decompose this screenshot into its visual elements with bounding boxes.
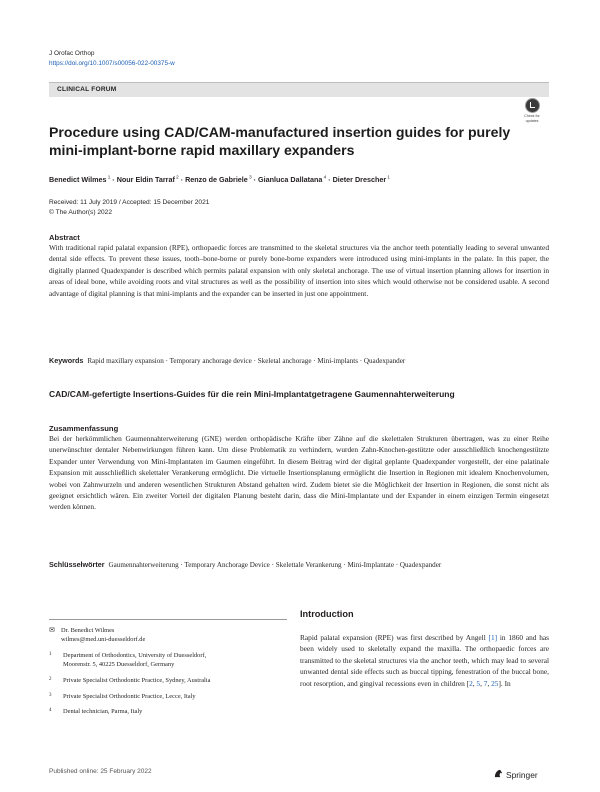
author-separator: · <box>326 175 333 185</box>
affiliation-line: Moorenstr. 5, 40225 Duesseldorf, Germany <box>63 660 175 668</box>
check-updates-label-1: Check for <box>524 114 540 118</box>
affiliation-line: Private Specialist Orthodontic Practice, Lecce, Italy <box>63 692 196 700</box>
affiliation-line: Dental technician, Parma, Italy <box>63 708 143 716</box>
author-separator: · <box>178 175 186 185</box>
intro-text-segment: , <box>480 678 484 688</box>
keywords-label: Keywords <box>49 356 84 365</box>
article-title: Procedure using CAD/CAM-manufactured insertion guides for purely mini-implant-borne rapid maxillary expanders <box>49 124 511 158</box>
author-separator: · <box>251 175 259 185</box>
affiliation-line: Private Specialist Orthodontic Practice, Sydney, Australia <box>63 676 211 684</box>
check-updates-icon <box>525 98 540 113</box>
author-name: Renzo de Gabriele $^3$ <box>185 175 252 185</box>
section-label: CLINICAL FORUM <box>57 86 117 93</box>
abstract-text: With traditional rapid palatal expansion (RPE), orthopaedic forces are transmitted to the skeletal structures via the anchor teeth potentially leading to several unwanted dental side effects. To prevent these issues, tooth–bone-borne or purely bone-borne expanders were introduced using mini-implants in the palate. In this paper, the digitally planned Quadexpander is described which permits palatal expansion with only skeletal anchorage. The use of virtual insertion planning allows for insertion in areas of ideal bone, while avoiding roots and vital structures as well as the possibility of insertion into sites which would otherwise not be considered usable. A second advantage of digital planning is that mini-implants and the expander can be inserted in just one appointment. <box>49 243 549 298</box>
journal-name: J Orofac Orthop <box>49 50 95 57</box>
schluesselwoerter-label: Schlüsselwörter <box>49 560 105 569</box>
author-list <box>49 175 390 184</box>
reference-link[interactable]: 2 <box>469 678 473 688</box>
introduction-text <box>300 632 549 689</box>
section-bar <box>49 82 549 97</box>
affiliation-item <box>49 693 287 702</box>
introduction-heading: Introduction <box>300 609 354 619</box>
affiliation-item <box>49 708 287 717</box>
published-online: Published online: 25 February 2022 <box>49 768 152 775</box>
reference-link[interactable]: 25 <box>491 678 499 688</box>
affiliation-item <box>49 652 287 670</box>
springer-horse-icon <box>494 769 503 778</box>
reference-link[interactable]: 7 <box>483 678 488 688</box>
keywords <box>49 355 539 367</box>
correspondence <box>49 627 287 645</box>
envelope-icon: ✉ <box>49 627 55 634</box>
correspondence-name: Dr. Benedict Wilmes <box>61 627 115 634</box>
author-name: Nour Eldin Tarraf $^2$ <box>116 175 179 185</box>
reference-link[interactable]: 5 <box>476 678 481 688</box>
received-accepted: Received: 11 July 2019 / Accepted: 15 December 2021 <box>49 199 210 206</box>
check-updates-label-2: updates <box>525 119 539 124</box>
abstract-heading: Abstract <box>49 233 80 242</box>
intro-text-segment: , <box>487 678 492 688</box>
affiliation-line: Department of Orthodontics, University of Duesseldorf, <box>63 651 207 659</box>
affiliation-item <box>49 677 287 686</box>
affiliation-number: 1 <box>49 651 52 657</box>
author-affiliation-number: 1 <box>106 175 111 180</box>
author-name: Dieter Drescher $^1$ <box>332 175 390 185</box>
doi-link[interactable]: https://doi.org/10.1007/s00056-022-00375-w <box>49 60 175 67</box>
affiliations-block <box>49 619 287 717</box>
german-title: CAD/CAM-gefertigte Insertions-Guides für die rein Mini-Implantatgetragene Gaumennahterweiterung <box>49 389 455 399</box>
copyright: © The Author(s) 2022 <box>49 208 113 216</box>
article-dates <box>49 198 209 217</box>
affiliation-number: 4 <box>49 708 52 714</box>
author-separator: · <box>110 175 117 185</box>
keywords-list: Rapid maxillary expansion · Temporary anchorage device · Skeletal anchorage · Mini-implants · Quadexpander <box>87 357 406 365</box>
author-affiliation-number: 4 <box>322 175 327 180</box>
intro-text-segment: , <box>472 678 477 688</box>
schluesselwoerter-list: Gaumennahterweiterung · Temporary Anchorage Device · Skelettale Verankerung · Mini-Implantate · Quadexpander <box>108 561 442 569</box>
author-affiliation-number: 1 <box>386 175 390 180</box>
zusammenfassung-heading: Zusammenfassung <box>49 424 119 433</box>
affiliation-number: 3 <box>49 692 52 698</box>
correspondence-email[interactable]: wilmes@med.uni-duesseldorf.de <box>61 635 146 643</box>
springer-logo[interactable] <box>494 769 538 780</box>
author-affiliation-number: 2 <box>174 175 179 180</box>
author-name: Benedict Wilmes $^1$ <box>49 175 111 185</box>
springer-label: Springer <box>506 770 538 780</box>
schluesselwoerter <box>49 559 539 571</box>
affiliation-number: 2 <box>49 676 52 682</box>
intro-text-segment: ]. In <box>498 678 511 688</box>
intro-text-segment: Rapid palatal expansion (RPE) was first described by Angell <box>300 633 489 642</box>
affiliation-list <box>49 652 287 718</box>
check-for-updates-badge[interactable] <box>520 98 544 124</box>
author-name: Gianluca Dallatana $^4$ <box>258 175 327 185</box>
reference-link[interactable]: [1] <box>488 633 498 642</box>
author-affiliation-number: 3 <box>247 175 252 180</box>
intro-text-segment: in 1860 and has been widely used to skeletally expand the maxilla. The orthopaedic forces are transmitted to the skeletal structures via the anchor teeth, which may lead to several unwanted dental side effects such as buccal tipping, fenestration of the buccal bone, root resorption, and gingival recessions even in children [ <box>300 633 549 688</box>
zusammenfassung-text: Bei der herkömmlichen Gaumennahterweiterung (GNE) werden orthopädische Kräfte über Zähne auf die skelettalen Strukturen übertragen, was zu einer Reihe unerwünschter dentaler Nebenwirkungen führen kann. Um diese Problematik zu verhindern, wurden Zahn-Knochen-gestützte oder ausschließlich knochengestützte Expander unter Verwendung von Mini-Implantaten im Gaumen eingeführt. In diesem Beitrag wird der digital geplante Quadexpander vorgestellt, der eine palatinale Expansion mit ausschließlich skelettaler Verankerung ermöglicht. Die virtuelle Insertionsplanung ermöglicht die Insertion in Regionen mit idealem Knochenvolumen, wobei von Zahnwurzeln und anderen wesentlichen Strukturen Abstand gehalten wird. Zudem bietet sie die Möglichkeit der Insertion in Regionen, die sonst nicht als geeignet ersichtlich wären. Ein zweiter Vorteil der digitalen Planung besteht darin, dass die Mini-Implantate und der Expander in einem einzigen Termin eingesetzt werden können. <box>49 434 549 512</box>
